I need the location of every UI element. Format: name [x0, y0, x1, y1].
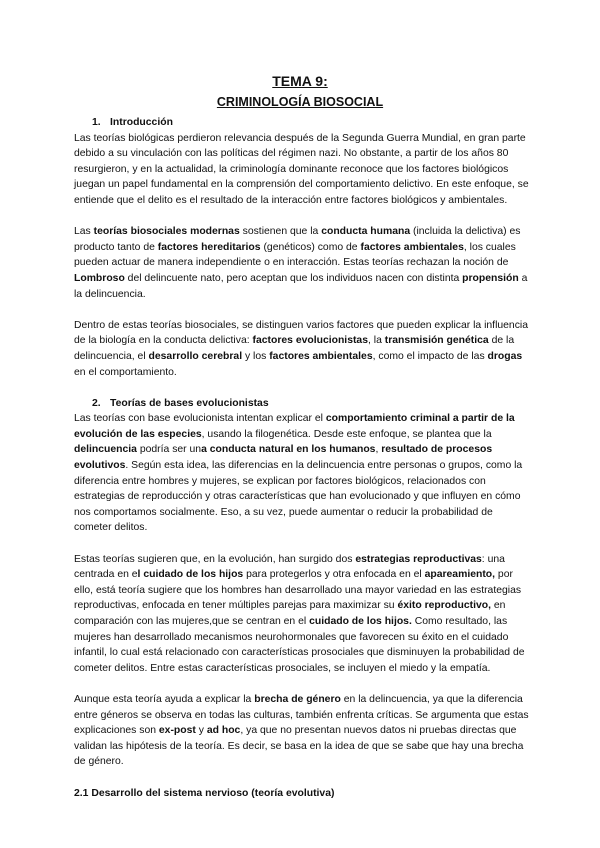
text-run: y — [195, 725, 207, 737]
text-run: , como el impacto de las — [372, 350, 488, 362]
bold-text: drogas — [487, 350, 523, 362]
bold-text: transmisión genética — [384, 335, 489, 347]
bold-text: ex-post — [158, 725, 196, 737]
bold-text: brecha de género — [254, 693, 341, 705]
text-run: podría ser un — [136, 444, 202, 456]
text-run: en comparación con las mujeres,que se centran en el — [74, 600, 506, 627]
paragraph — [74, 411, 532, 536]
text-run: Dentro de estas teorías biosociales, se distinguen varios factores que pueden explicar la influencia de la biología en la conducta delictiva: — [74, 319, 528, 347]
bold-text: comportamiento criminal a partir de la evolución de las especies — [74, 413, 515, 440]
text-run: : una centrada en e — [74, 553, 505, 581]
paragraph — [74, 131, 532, 209]
text-run: (genéticos) como de — [260, 241, 361, 253]
bold-text: factores ambientales — [269, 350, 373, 362]
text-run: , — [375, 444, 382, 456]
paragraph — [74, 318, 532, 380]
bold-text: estrategias reproductivas — [355, 553, 482, 565]
bold-text: factores evolucionistas — [252, 335, 368, 347]
text-run: . Según esta idea, las diferencias en la delincuencia entre personas o grupos, como la diferencia entre hombres y mujeres, se explican por factores biológicos, relacionados con estrategias de reproducción y otras características que han evolucionado y que influyen en cómo nos comportamos socialmente. Eso, a su vez, puede aumentar o reducir la probabilidad de cometer delitos. — [74, 460, 523, 534]
bold-text: conducta humana — [321, 226, 411, 238]
text-run: del delincuente nato, pero aceptan que los individuos nacen con distinta — [124, 272, 463, 284]
text-run: en el comportamiento. — [74, 366, 177, 378]
bold-text: factores ambientales — [360, 241, 464, 253]
bold-text: teorías biosociales modernas — [93, 226, 240, 238]
page-subtitle: CRIMINOLOGÍA BIOSOCIAL — [216, 95, 384, 109]
section-heading-2: 2. Teorías de bases evolucionistas — [92, 397, 269, 409]
bold-text: a conducta natural en los humanos — [201, 444, 376, 456]
text-run: y los — [242, 350, 270, 362]
bold-text: apareamiento, — [424, 569, 496, 581]
text-run: Las — [74, 226, 94, 238]
bold-text: propensión — [462, 272, 519, 284]
text-run: Las teorías biológicas perdieron relevancia después de la Segunda Guerra Mundial, en gran parte debido a su vinculación con las políticas del régimen nazi. No obstante, a partir de los años 80 resurgieron, y en la actualidad, la criminología dominante reconoce que los factores biológicos juegan un papel fundamental en la comprensión del comportamiento delictivo. En este enfoque, se entiende que el delito es el resultado de la interacción entre factores biológicos y ambientales. — [74, 132, 529, 206]
paragraph — [74, 224, 532, 302]
text-run: , ya que no presentan nuevos datos ni pruebas directas que validan las hipótesis de la teoría. Es decir, se basa en la idea de que se sabe que hay una brecha de género. — [74, 725, 524, 768]
paragraph — [74, 552, 532, 677]
document-body — [74, 115, 532, 801]
text-run: , los cuales pueden actuar de manera independiente o en interacción. Estas teorías rechazan la noción de — [74, 241, 516, 269]
text-run: Las teorías con base evolucionista intentan explicar el — [74, 413, 326, 425]
bold-text: resultado de procesos evolutivos — [74, 444, 493, 472]
bold-text: factores hereditarios — [157, 241, 261, 253]
bold-text: desarrollo cerebral — [148, 350, 243, 362]
page-title: TEMA 9: — [272, 73, 328, 89]
paragraph — [74, 692, 532, 770]
text-run: para protegerlos y otra enfocada en el — [243, 569, 425, 581]
text-run: Estas teorías sugieren que, en la evolución, han surgido dos — [74, 553, 356, 565]
bold-text: delincuencia — [74, 444, 137, 456]
text-run: , la — [368, 335, 385, 347]
text-run: , usando la filogenética. Desde este enfoque, se plantea que la — [201, 428, 492, 440]
text-run: sostienen que la — [239, 226, 322, 238]
text-run: de la delincuencia, el — [74, 335, 515, 362]
section-heading-1: 1. Introducción — [92, 117, 173, 128]
bold-text: ad hoc — [206, 725, 241, 737]
text-run: (incluida la delictiva) es producto tanto de — [74, 226, 521, 253]
bold-text: Lombroso — [74, 272, 125, 284]
text-run: en la delincuencia, ya que la diferencia entre géneros se observa en todas las culturas, también enfrenta críticas. Se argumenta que estas explicaciones son — [74, 693, 529, 737]
bold-text: cuidado de los hijos. — [309, 616, 412, 627]
bold-text: éxito reproductivo, — [397, 600, 491, 612]
text-run: Aunque esta teoría ayuda a explicar la — [74, 693, 255, 705]
text-run: por ello, está teoría sugiere que los hombres han desarrollado una mayor variedad en las estrategias reproductivas, enfocada en tener múltiples parejas para maximizar su — [74, 569, 522, 612]
subsection-heading: 2.1 Desarrollo del sistema nervioso (teoría evolutiva) — [74, 787, 335, 799]
bold-text: l cuidado de los hijos — [137, 569, 244, 581]
text-run: a la delincuencia. — [74, 272, 528, 300]
text-run: Como resultado, las mujeres han desarrollado mecanismos neurohormonales que favorecen su éxito en el cuidado infantil, lo cual está relacionado con características prosociales que disminuyen la probabilidad de cometer delitos. Entre estas características prosociales, se incluyen el miedo y la empatía. — [74, 616, 525, 674]
